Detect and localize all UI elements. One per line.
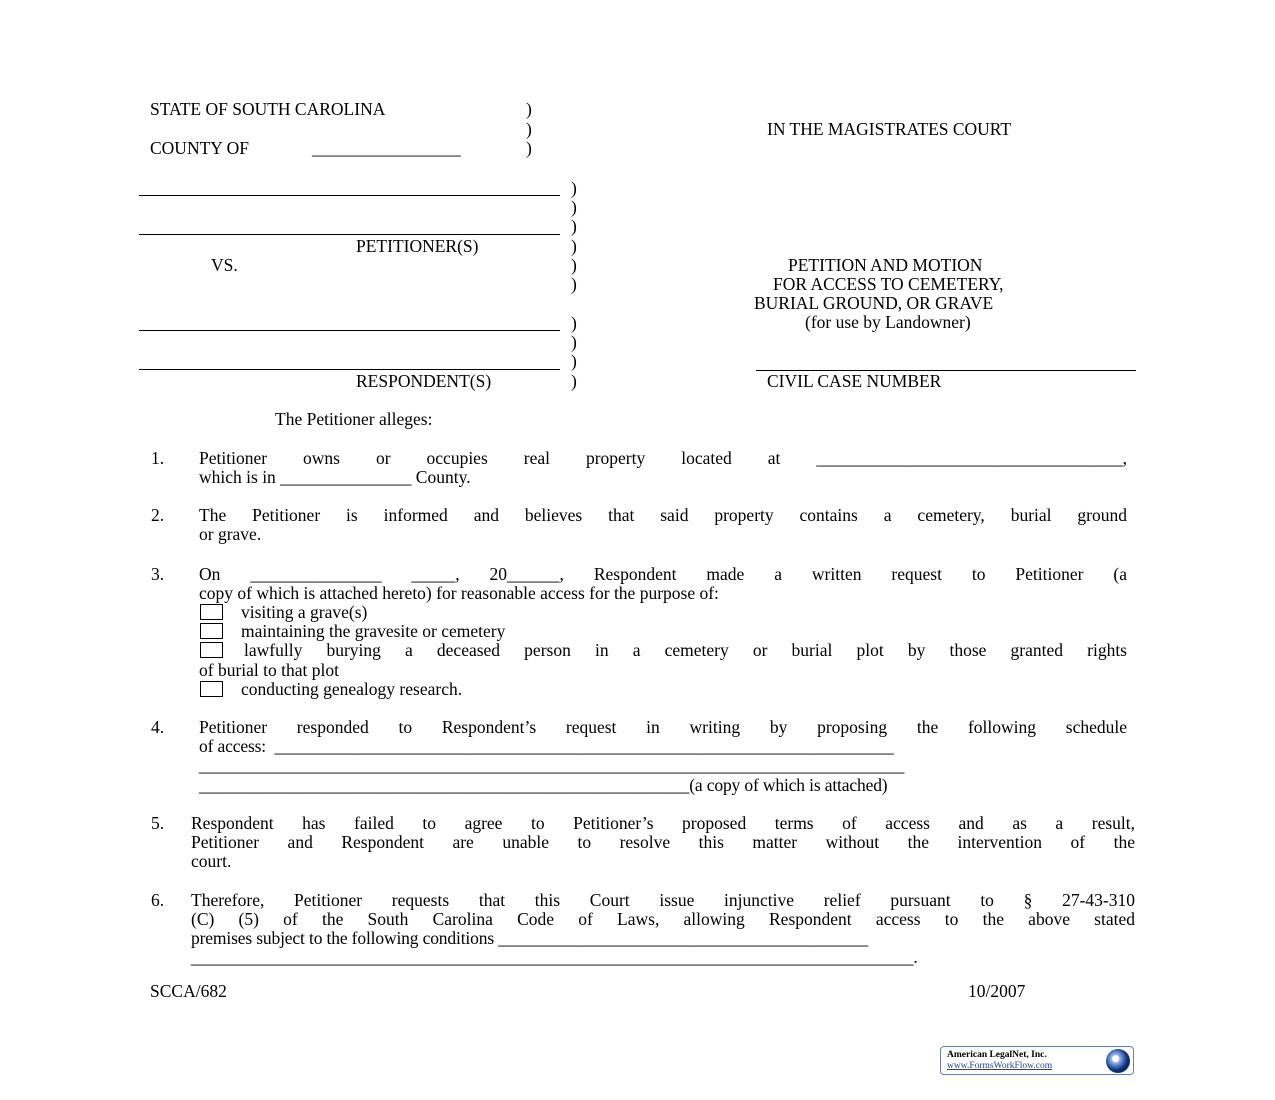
checkbox-label: visiting a grave(s) <box>241 602 368 622</box>
item-6-line: (C) (5) of the South Carolina Code of Laws, allowing Respondent access to the above stated <box>191 909 1135 929</box>
caption-paren: ) <box>571 236 577 256</box>
state-label: STATE OF SOUTH CAROLINA <box>150 99 386 119</box>
respondent-label: RESPONDENT(S) <box>356 371 492 391</box>
item-5-line: court. <box>191 851 232 871</box>
item-number: 3. <box>151 564 165 584</box>
item-6-line: Therefore, Petitioner requests that this Court issue injunctive relief pursuant to § 27-43-310 <box>191 890 1135 910</box>
caption-paren: ) <box>571 197 577 217</box>
item-number: 6. <box>151 890 165 910</box>
vs-label: VS. <box>211 255 238 275</box>
form-id: SCCA/682 <box>150 981 227 1001</box>
item-4-line[interactable]: __________________________________________________________________________________ <box>199 755 905 775</box>
caption-paren: ) <box>526 138 532 158</box>
caption-paren: ) <box>571 178 577 198</box>
respondent-address-line[interactable] <box>139 369 560 370</box>
logo-company-name: American LegalNet, Inc. <box>947 1050 1047 1060</box>
maintaining-gravesite-checkbox[interactable] <box>200 623 223 639</box>
item-6-line[interactable]: ____________________________________________________________________________________. <box>191 947 918 967</box>
item-1-line: Petitioner owns or occupies real property located at ___________________________________, <box>199 448 1127 468</box>
petitioner-label: PETITIONER(S) <box>356 236 479 256</box>
item-number: 2. <box>151 505 165 525</box>
checkbox-label: conducting genealogy research. <box>241 679 463 699</box>
county-label: COUNTY OF <box>150 138 250 158</box>
caption-paren: ) <box>571 313 577 333</box>
caption-paren: ) <box>571 255 577 275</box>
checkbox-label: maintaining the gravesite or cemetery <box>241 621 506 641</box>
genealogy-checkbox[interactable] <box>200 681 223 697</box>
item-number: 1. <box>151 448 165 468</box>
form-subtitle: (for use by Landowner) <box>805 312 971 332</box>
case-number-label: CIVIL CASE NUMBER <box>767 371 942 391</box>
item-number: 4. <box>151 717 165 737</box>
item-number: 5. <box>151 813 165 833</box>
form-title-line: PETITION AND MOTION <box>788 255 983 275</box>
burying-checkbox[interactable] <box>200 642 223 658</box>
caption-paren: ) <box>571 371 577 391</box>
american-legalnet-logo[interactable] <box>940 1046 1134 1075</box>
item-5-line: Respondent has failed to agree to Petitioner’s proposed terms of access and as a result, <box>191 813 1135 833</box>
item-5-line: Petitioner and Respondent are unable to resolve this matter without the intervention of the <box>191 832 1135 852</box>
logo-url-link[interactable]: www.FormsWorkFlow.com <box>947 1061 1053 1071</box>
item-4-line[interactable]: of access: ________________________________________________________________________ <box>199 736 894 756</box>
form-date: 10/2007 <box>968 981 1026 1001</box>
item-3-line: On _______________ _____, 20______, Respondent made a written request to Petitioner (a <box>199 564 1127 584</box>
intro-text: The Petitioner alleges: <box>275 409 433 429</box>
respondent-name-line[interactable] <box>139 330 560 331</box>
caption-paren: ) <box>526 119 532 139</box>
item-2-line: The Petitioner is informed and believes that said property contains a cemetery, burial ground <box>199 505 1127 525</box>
item-2-line: or grave. <box>199 524 262 544</box>
form-title-line: BURIAL GROUND, OR GRAVE <box>754 293 994 313</box>
caption-paren: ) <box>571 216 577 236</box>
checkbox-label: lawfully burying a deceased person in a cemetery or burial plot by those granted rights <box>244 640 1127 660</box>
item-1-line: which is in _______________ County. <box>199 467 471 487</box>
court-name: IN THE MAGISTRATES COURT <box>767 119 1012 139</box>
item-4-line[interactable]: _________________________________________________________(a copy of which is attached) <box>199 775 888 795</box>
caption-paren: ) <box>571 332 577 352</box>
checkbox-label-continued: of burial to that plot <box>199 660 339 680</box>
county-blank[interactable]: _________________ <box>312 138 461 158</box>
item-3-line: copy of which is attached hereto) for reasonable access for the purpose of: <box>199 583 719 603</box>
petitioner-address-line[interactable] <box>139 234 560 235</box>
caption-paren: ) <box>571 274 577 294</box>
caption-paren: ) <box>526 99 532 119</box>
caption-paren: ) <box>571 351 577 371</box>
visiting-grave-checkbox[interactable] <box>200 604 223 620</box>
item-6-line[interactable]: premises subject to the following conditions ___________________________________________ <box>191 928 869 948</box>
globe-icon <box>1106 1049 1130 1073</box>
petitioner-name-line[interactable] <box>139 195 560 196</box>
item-4-line: Petitioner responded to Respondent’s request in writing by proposing the following schedule <box>199 717 1127 737</box>
form-title-line: FOR ACCESS TO CEMETERY, <box>773 274 1004 294</box>
